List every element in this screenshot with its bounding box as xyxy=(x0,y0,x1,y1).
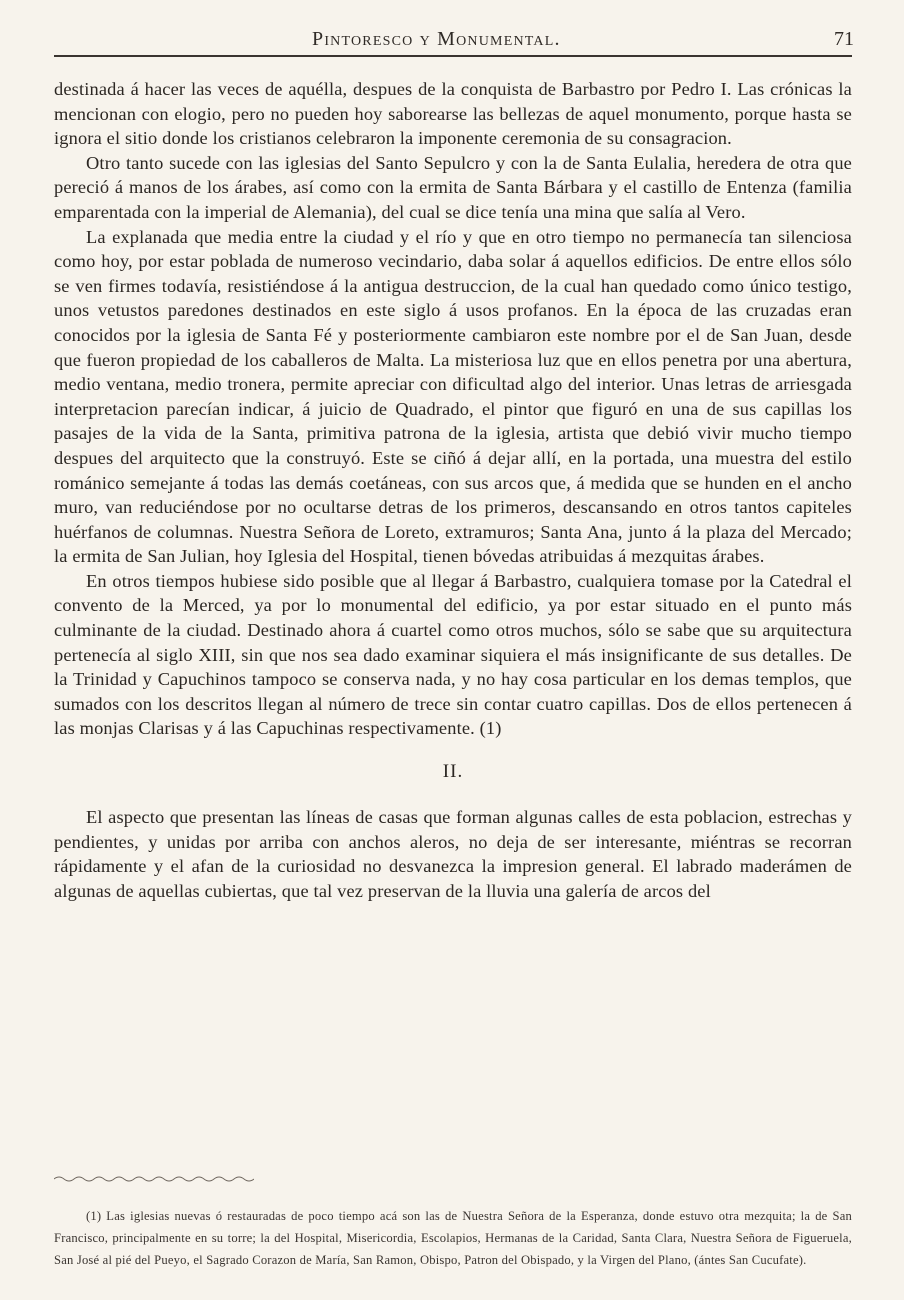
running-title: Pintoresco y Monumental. xyxy=(312,28,561,50)
paragraph-4: En otros tiempos hubiese sido posible que al llegar á Barbastro, cualquiera tomase por la Catedral el convento de la Merced, ya por lo monumental del edificio, ya por estar situado en el punto más culminante de la ciudad. Destinado ahora á cuartel como otros muchos, sólo se sabe que su arquitectura pertenecía al siglo XIII, sin que nos sea dado examinar siquiera el más insignificante de sus detalles. De la Trinidad y Capuchinos tampoco se conserva nada, y no hay cosa particular en los demas templos, que sumados con los descritos llegan al número de trece sin contar cuatro capillas. Dos de ellos pertenecen á las monjas Clarisas y á las Capuchinas respectivamente. (1) xyxy=(54,570,852,739)
footnote-separator xyxy=(54,1174,254,1184)
running-head xyxy=(54,22,854,56)
paragraph-1: destinada á hacer las veces de aquélla, despues de la conquista de Barbastro por Pedro I. Las crónicas la mencionan con elogio, pero no pueden hoy saborearse las bellezas de aquel monumento, porque hasta se ignora el sitio donde los cristianos celebraron la imponente ceremonia de su consagracion. xyxy=(54,79,852,149)
section-paragraph: El aspecto que presentan las líneas de casas que forman algunas calles de esta poblacion, estrechas y pendientes, y unidas por arriba con anchos aleros, no deja de ser interesante, miéntras se recorran rápidamente y el afan de la curiosidad no desvanezca la impresion general. El labrado maderámen de algunas de aquellas cubiertas, que tal vez preservan de la lluvia una galería de arcos del xyxy=(54,807,852,901)
footnote: (1) Las iglesias nuevas ó restauradas de poco tiempo acá son las de Nuestra Señora de la Esperanza, donde estuvo otra mezquita; la de San Francisco, principalmente en su torre; la del Hospital, Misericordia, Escolapios, Hermanas de la Caridad, Santa Clara, Nuestra Señora de Figueruela, San José al pié del Pueyo, el Sagrado Corazon de María, San Ramon, Obispo, Patron del Obispado, y la Virgen del Plano, (ántes San Cucufate). xyxy=(54,1208,852,1267)
body-text xyxy=(54,77,852,903)
paragraph-3: La explanada que media entre la ciudad y el río y que en otro tiempo no permanecía tan silenciosa como hoy, por estar poblada de numeroso vecindario, daba solar á aquellos edificios. De entre ellos sólo se ven firmes todavía, resistiéndose á la antigua destruccion, de la cual han quedado como único testigo, unos vetustos paredones destinados en este siglo á usos profanos. En la época de las cruzadas eran conocidos por la iglesia de Santa Fé y posteriormente cambiaron este nombre por el de San Juan, desde que fueron propiedad de los caballeros de Malta. La misteriosa luz que en ellos penetra por una abertura, medio ventana, medio tronera, permite apreciar con dificultad algo del interior. Unas letras de arriesgada interpretacion parecían indicar, á juicio de Quadrado, el pintor que figuró en una de sus capillas los pasajes de la vida de la Santa, primitiva patrona de la iglesia, artista que debió vivir mucho tiempo despues del arquitecto que la construyó. Este se ciñó á dejar allí, en la portada, una muestra del estilo románico semejante á todas las demás coetáneas, con sus arcos que, á medida que se hunden en el ancho muro, van reduciéndose por no ocultarse detras de los primeros, descansando en otros tantos capiteles huérfanos de columnas. Nuestra Señora de Loreto, extramuros; Santa Ana, junto á la plaza del Mercado; la ermita de San Julian, hoy Iglesia del Hospital, tienen bóvedas atribuidas á mezquitas árabes. xyxy=(54,226,852,567)
page-number: 71 xyxy=(834,28,854,50)
section-heading: II. xyxy=(442,761,464,783)
paragraph-2: Otro tanto sucede con las iglesias del Santo Sepulcro y con la de Santa Eulalia, heredera de otra que pereció á manos de los árabes, así como con la ermita de Santa Bárbara y el castillo de Entenza (familia emparentada con la imperial de Alemania), del cual se dice tenía una mina que salía al Vero. xyxy=(54,152,852,222)
header-rule xyxy=(54,55,852,57)
